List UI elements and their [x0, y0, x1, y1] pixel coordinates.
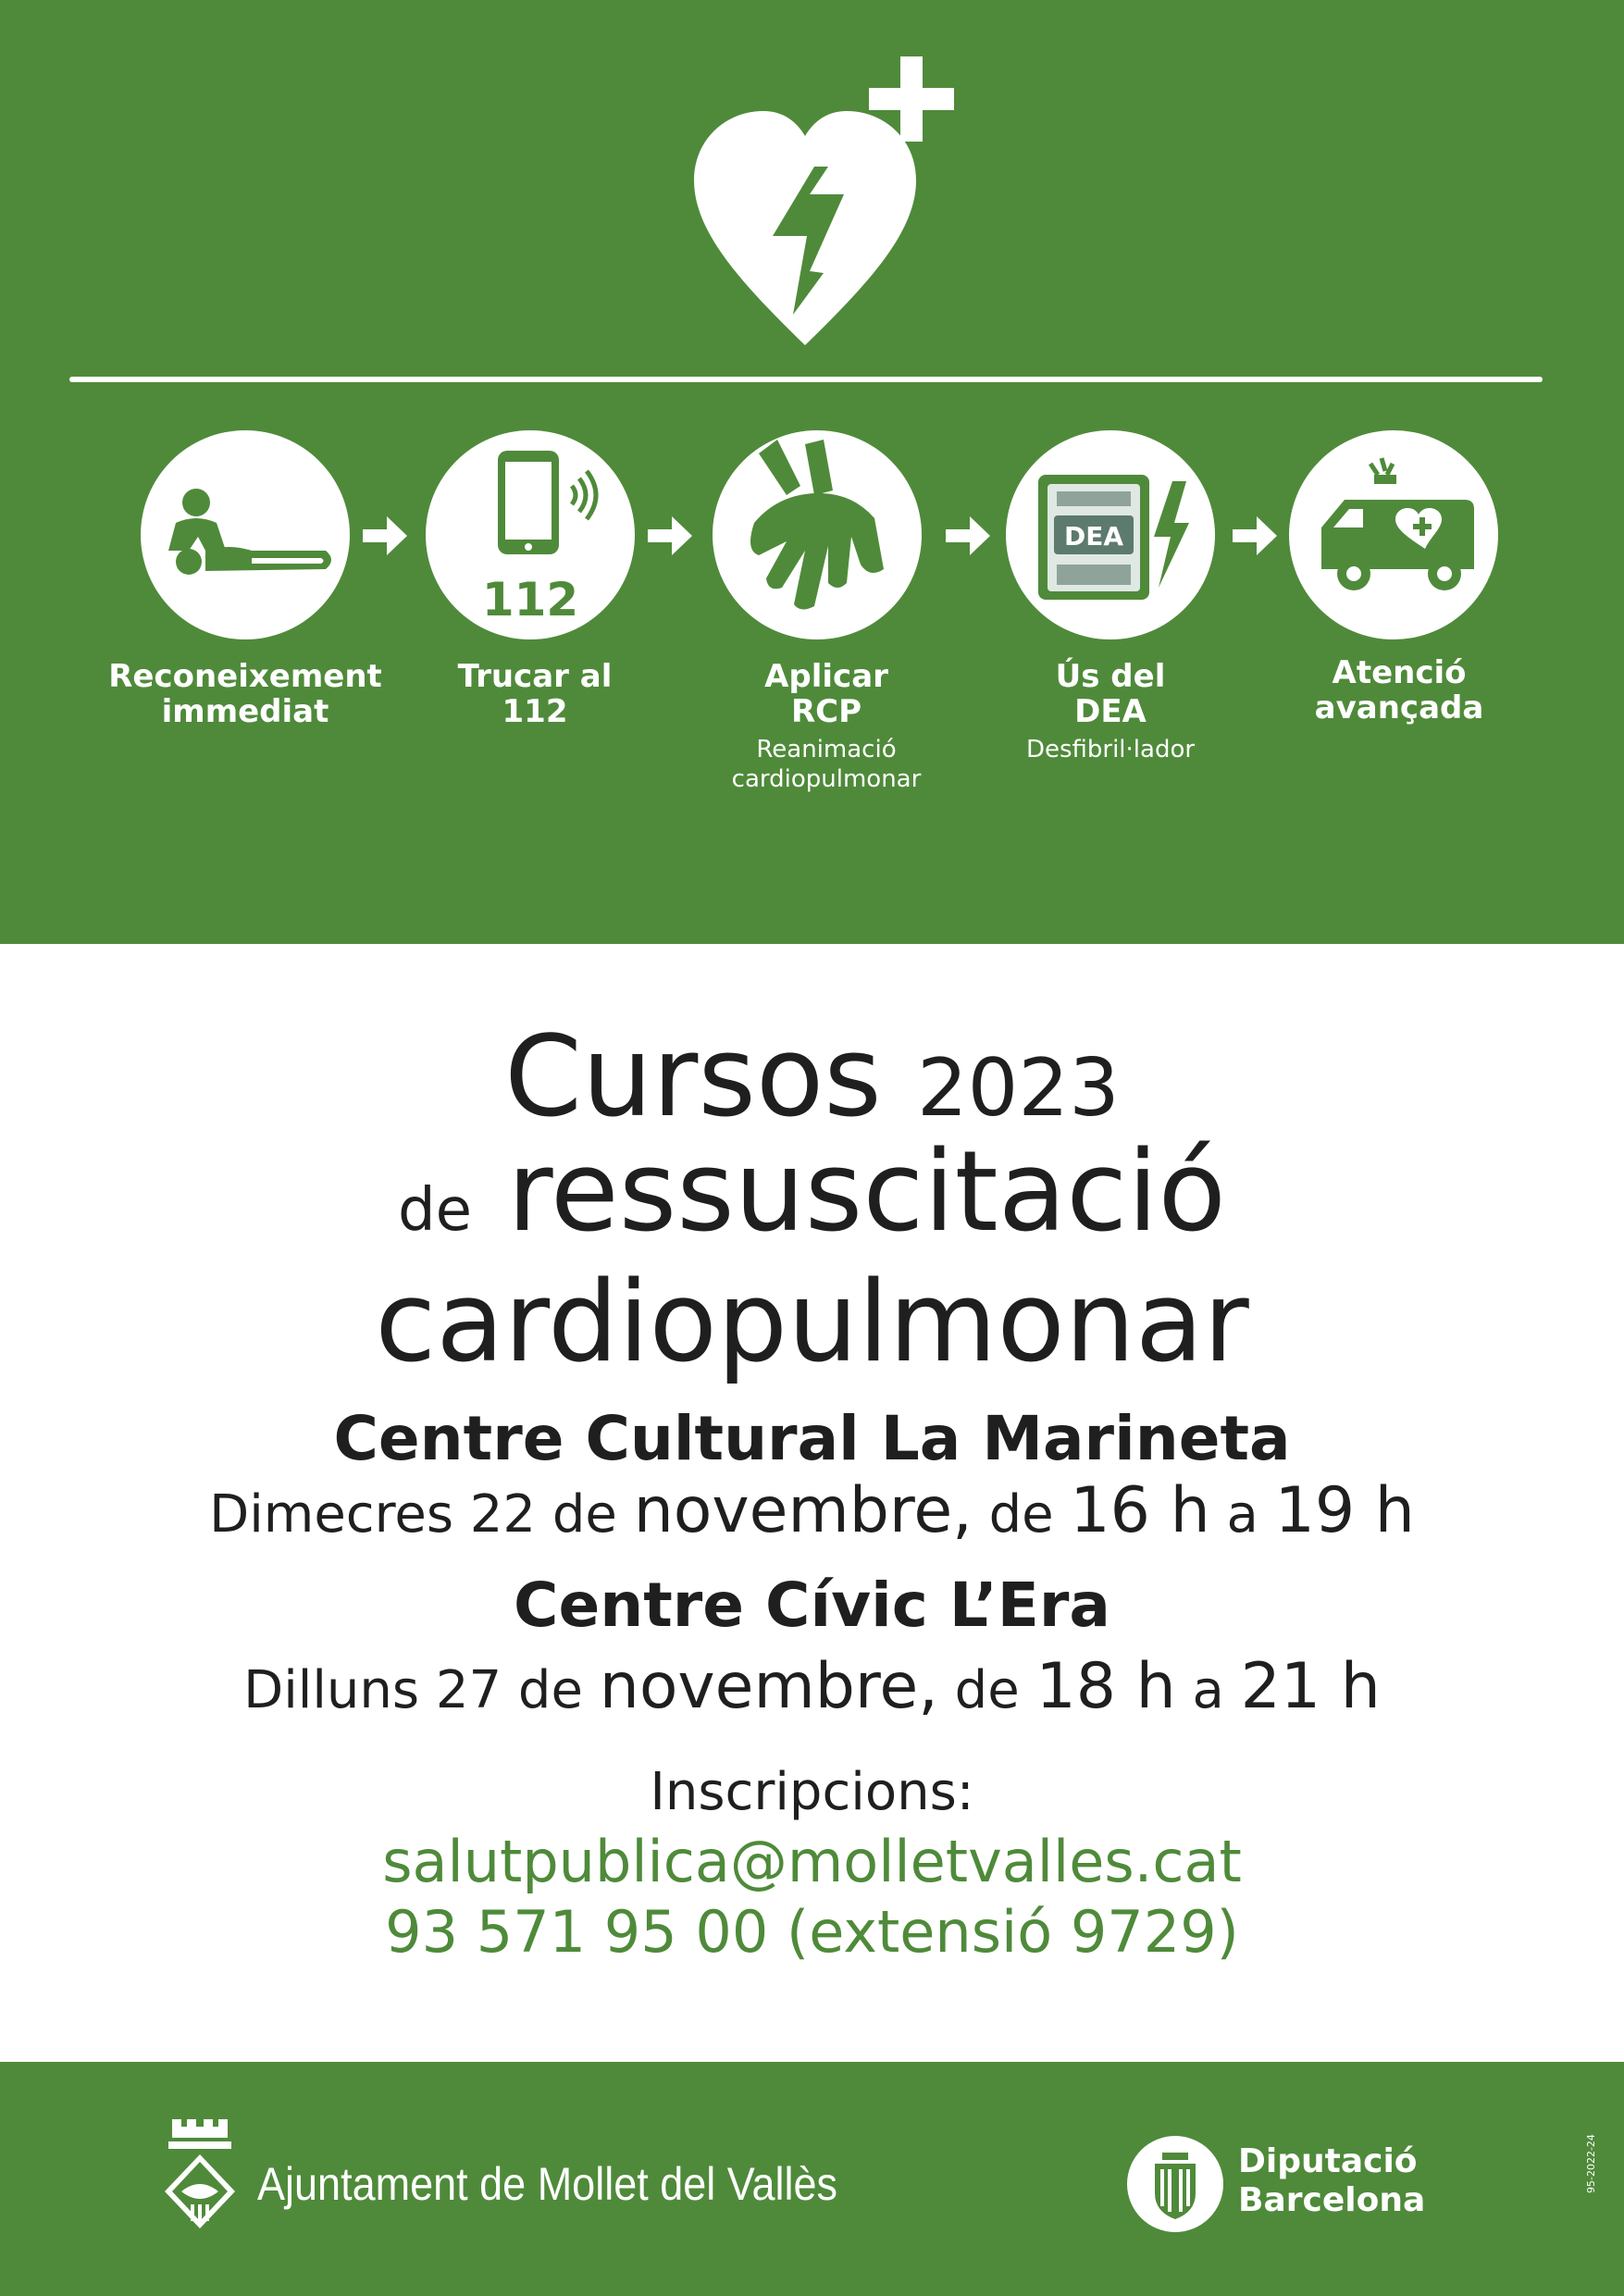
mollet-coat-of-arms-logo: [163, 2119, 237, 2240]
diputacio-logo-text: [1238, 2142, 1425, 2220]
aed-heart-icon: [685, 51, 990, 356]
title-line1: [0, 1013, 1624, 1142]
contact-email-link[interactable]: salutpublica@molletvalles.cat: [382, 1828, 1242, 1895]
arrow-right-icon: [944, 515, 992, 557]
step-label-line2: DEA: [1074, 693, 1147, 730]
defibrillator-icon: [1006, 430, 1215, 639]
phone-icon: [426, 430, 635, 639]
venue-name: Centre Cultural La Marineta: [333, 1403, 1291, 1474]
arrow-right-icon: [361, 515, 409, 557]
title-word-ressuscitacio: ressuscitació: [507, 1128, 1226, 1257]
step-label-line2: 112: [502, 693, 568, 730]
venue-to-word: a: [1226, 1484, 1258, 1545]
ajuntament-logo-text: Ajuntament de Mollet del Vallès: [257, 2158, 838, 2210]
step-label-cpr: [688, 659, 965, 794]
title-word-de: de: [398, 1176, 473, 1245]
venue-block-lera: [0, 1569, 1624, 1726]
step-sublabel-line2: cardiopulmonar: [731, 765, 922, 793]
venue-date: [0, 1652, 1624, 1726]
step-label-aed: [972, 659, 1249, 764]
phone-number-label: 112: [481, 573, 579, 627]
diputacio-line1: Diputació: [1238, 2142, 1418, 2180]
hands-cpr-icon: [713, 430, 922, 639]
step-circle-call: [426, 430, 635, 639]
title-word-cardiopulmonar: cardiopulmonar: [375, 1259, 1249, 1387]
contact-phone: 93 571 95 00 (extensió 9729): [385, 1898, 1239, 1966]
ambulance-icon: [1289, 430, 1498, 639]
step-label-line2: avançada: [1314, 689, 1484, 726]
venue-to-word: a: [1192, 1660, 1224, 1720]
step-label-line1: Aplicar: [764, 658, 888, 695]
step-circle-cpr: [713, 430, 922, 639]
step-circle-recognition: [141, 430, 350, 639]
diputacio-shield-icon: [1127, 2136, 1223, 2232]
person-lying-icon: [141, 430, 350, 639]
print-code: 95-2022-24: [1585, 2134, 1597, 2193]
step-label-recognition: [106, 659, 384, 729]
venue-from-word: de: [988, 1484, 1054, 1545]
inscriptions-label: Inscripcions:: [650, 1762, 974, 1822]
venue-date: [0, 1476, 1624, 1550]
venue-from-word: de: [954, 1660, 1020, 1720]
step-label-line1: Trucar al: [457, 658, 613, 695]
step-label-line2: RCP: [790, 693, 862, 730]
title-word-cursos: Cursos: [504, 1013, 882, 1142]
title-line2: [0, 1128, 1624, 1265]
step-label-line2: immediat: [161, 693, 329, 730]
step-label-line1: Atenció: [1332, 654, 1467, 691]
divider-line: [69, 377, 1543, 382]
step-circle-aed: [1006, 430, 1215, 639]
course-title: [0, 1013, 1624, 1387]
arrow-right-icon: [1231, 515, 1279, 557]
step-circle-advanced: [1289, 430, 1498, 639]
step-label-line1: Ús del: [1055, 658, 1166, 695]
venue-end-time: 19 h: [1274, 1474, 1415, 1547]
venue-month: novembre,: [599, 1650, 938, 1723]
diputacio-logo: [1127, 2136, 1223, 2232]
title-year: 2023: [916, 1042, 1120, 1135]
venue-start-time: 16 h: [1070, 1474, 1210, 1547]
venue-weekday-day: Dilluns 27 de: [243, 1660, 583, 1720]
step-label-line1: Reconeixement: [108, 658, 382, 695]
step-label-advanced: [1260, 655, 1538, 726]
venue-name: Centre Cívic L’Era: [514, 1570, 1110, 1641]
venue-month: novembre,: [633, 1474, 973, 1547]
inscriptions-block: [0, 1758, 1624, 1967]
step-sublabel-line1: Reanimació: [756, 736, 897, 763]
venue-end-time: 21 h: [1240, 1650, 1381, 1723]
step-label-call: [396, 659, 674, 729]
step-sublabel-line1: Desfibril·lador: [1025, 736, 1196, 763]
venue-weekday-day: Dimecres 22 de: [209, 1484, 617, 1545]
dea-device-label: DEA: [1063, 521, 1124, 552]
venue-block-marineta: [0, 1402, 1624, 1550]
diputacio-line2: Barcelona: [1238, 2181, 1426, 2219]
arrow-right-icon: [646, 515, 694, 557]
venue-start-time: 18 h: [1035, 1650, 1176, 1723]
